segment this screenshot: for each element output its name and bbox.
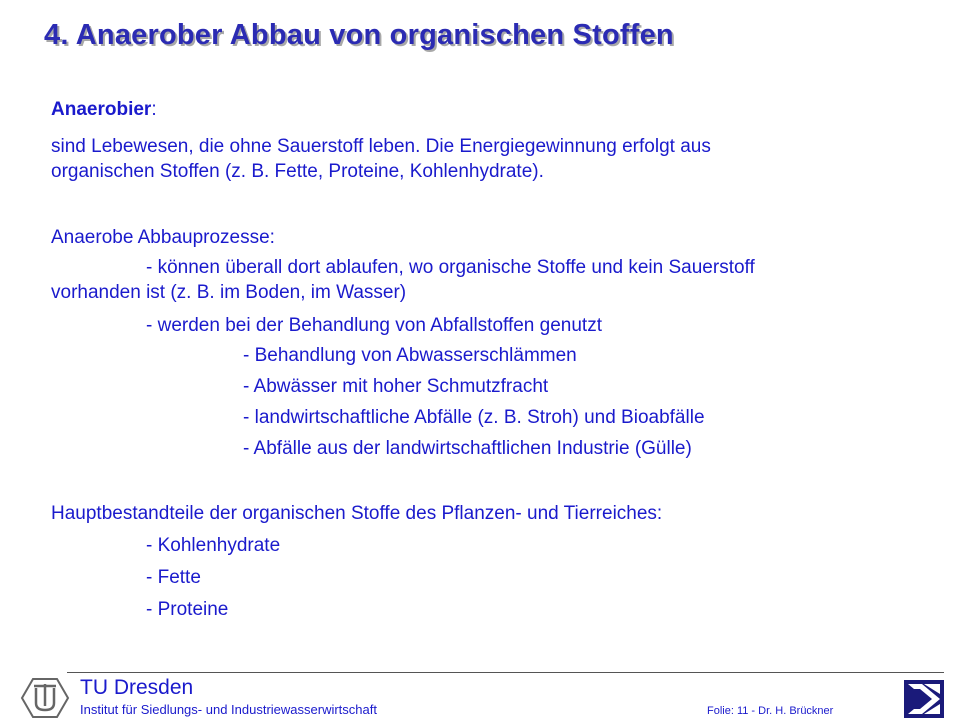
- anaerobier-heading-colon: :: [151, 99, 157, 120]
- abbauprozesse-item-1-line-1: - können überall dort ablaufen, wo organische Stoffe und kein Sauerstoff: [146, 257, 755, 278]
- abbauprozesse-item-2: - werden bei der Behandlung von Abfallstoffen genutzt: [146, 315, 602, 336]
- abbauprozesse-subitem: - Abfälle aus der landwirtschaftlichen Industrie (Gülle): [243, 438, 692, 459]
- hauptbestandteile-item: - Kohlenhydrate: [146, 535, 281, 556]
- hauptbestandteile-heading: Hauptbestandteile der organischen Stoffe des Pflanzen- und Tierreiches:: [51, 503, 663, 524]
- abbauprozesse-subitem: - Abwässer mit hoher Schmutzfracht: [243, 376, 549, 397]
- slide-title: 4. Anaerober Abbau von organischen Stoffen: [44, 19, 674, 51]
- footer-divider: [67, 672, 944, 673]
- abbauprozesse-item-1-line-2: vorhanden ist (z. B. im Boden, im Wasser): [51, 282, 407, 303]
- footer-institute: Institut für Siedlungs- und Industriewasserwirtschaft: [80, 702, 377, 717]
- footer-university: TU Dresden: [80, 676, 194, 699]
- anaerobier-heading: [51, 98, 157, 122]
- footer-slide-info: Folie: 11 - Dr. H. Brückner: [707, 705, 834, 717]
- institute-logo-icon: [904, 680, 944, 718]
- anaerobier-definition-line-1: sind Lebewesen, die ohne Sauerstoff leben. Die Energiegewinnung erfolgt aus: [51, 136, 711, 157]
- anaerobier-heading-term: Anaerobier: [51, 99, 152, 120]
- hauptbestandteile-item: - Fette: [146, 567, 201, 588]
- abbauprozesse-heading: Anaerobe Abbauprozesse:: [51, 227, 275, 248]
- anaerobier-definition-line-2: organischen Stoffen (z. B. Fette, Proteine, Kohlenhydrate).: [51, 161, 544, 182]
- tu-dresden-logo-icon: [20, 676, 70, 720]
- abbauprozesse-subitem: - Behandlung von Abwasserschlämmen: [243, 345, 577, 366]
- abbauprozesse-subitem: - landwirtschaftliche Abfälle (z. B. Stroh) und Bioabfälle: [243, 407, 705, 428]
- hauptbestandteile-item: - Proteine: [146, 599, 229, 620]
